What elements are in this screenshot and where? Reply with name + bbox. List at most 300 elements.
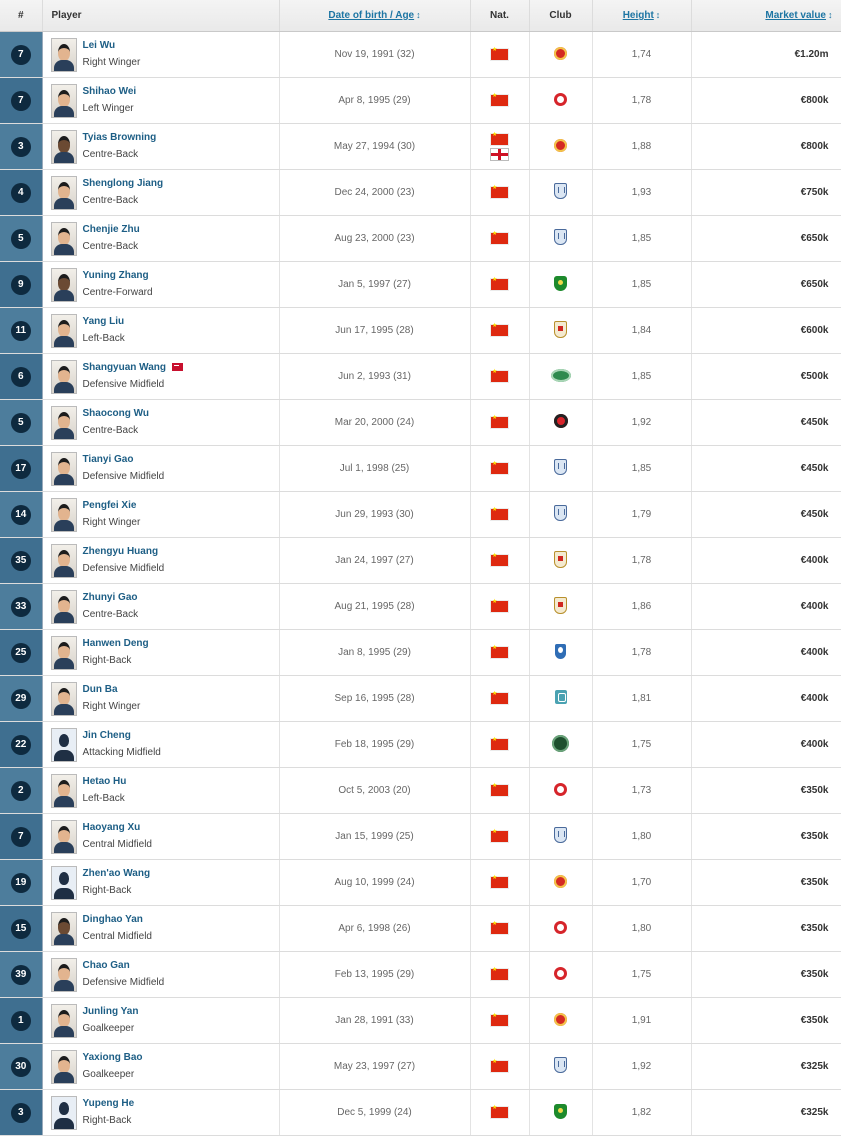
- shirt-number: 5: [11, 413, 31, 433]
- player-name-link[interactable]: Pengfei Xie: [82, 500, 137, 511]
- club-crest-icon[interactable]: [554, 183, 567, 199]
- market-value-cell[interactable]: €400k: [691, 584, 841, 630]
- shirt-number-cell: [0, 998, 42, 1044]
- table-row: [0, 676, 841, 722]
- club-crest-icon[interactable]: [554, 1057, 567, 1073]
- height-sort-link[interactable]: Height: [622, 10, 654, 21]
- sort-icon: ↕: [828, 10, 833, 20]
- player-photo[interactable]: [51, 314, 77, 348]
- player-position: Left-Back: [82, 333, 125, 344]
- sort-icon: ↕: [416, 10, 421, 20]
- shirt-number: 33: [11, 597, 31, 617]
- player-name-link[interactable]: Hetao Hu: [82, 776, 127, 787]
- shirt-number: 2: [11, 781, 31, 801]
- shirt-number-cell: [0, 952, 42, 998]
- market-value-sort-link[interactable]: Market value: [765, 10, 826, 21]
- china-flag-icon: [491, 739, 508, 750]
- china-flag-icon: [491, 233, 508, 244]
- club-cell: [529, 170, 592, 216]
- market-value-cell[interactable]: €500k: [691, 354, 841, 400]
- date-of-birth-cell: Jul 1, 1998 (25): [279, 446, 470, 492]
- china-flag-icon: [491, 95, 508, 106]
- table-row: [0, 492, 841, 538]
- nationality-cell: [470, 538, 529, 584]
- player-name-link[interactable]: Chao Gan: [82, 960, 130, 971]
- market-value-cell[interactable]: €350k: [691, 952, 841, 998]
- shirt-number: 5: [11, 229, 31, 249]
- china-flag-icon: [491, 877, 508, 888]
- date-of-birth-cell: Dec 5, 1999 (24): [279, 1090, 470, 1136]
- height-cell: 1,86: [592, 584, 691, 630]
- nationality-cell: [470, 1044, 529, 1090]
- height-cell: 1,82: [592, 1090, 691, 1136]
- player-name-link[interactable]: Shihao Wei: [82, 86, 137, 97]
- player-photo[interactable]: [51, 268, 77, 302]
- player-cell: [42, 262, 279, 308]
- player-photo[interactable]: [51, 406, 77, 440]
- date-of-birth-cell: Dec 24, 2000 (23): [279, 170, 470, 216]
- club-crest-icon[interactable]: [554, 597, 567, 614]
- club-cell: [529, 998, 592, 1044]
- date-of-birth-cell: Apr 8, 1995 (29): [279, 78, 470, 124]
- nationality-cell: [470, 584, 529, 630]
- player-cell: [42, 998, 279, 1044]
- china-flag-icon: [491, 1061, 508, 1072]
- market-value-cell[interactable]: €450k: [691, 492, 841, 538]
- date-of-birth-cell: Aug 21, 1995 (28): [279, 584, 470, 630]
- club-cell: [529, 584, 592, 630]
- england-flag-icon: [491, 149, 508, 160]
- market-value-cell[interactable]: €800k: [691, 78, 841, 124]
- shirt-number: 30: [11, 1057, 31, 1077]
- player-photo[interactable]: [51, 38, 77, 72]
- player-photo[interactable]: [51, 1050, 77, 1084]
- table-row: [0, 216, 841, 262]
- club-cell: [529, 446, 592, 492]
- player-photo[interactable]: [51, 130, 77, 164]
- height-cell: 1,92: [592, 1044, 691, 1090]
- china-flag-icon: [491, 647, 508, 658]
- club-crest-icon[interactable]: [554, 783, 567, 796]
- height-cell: 1,79: [592, 492, 691, 538]
- player-cell: [42, 170, 279, 216]
- club-crest-icon[interactable]: [554, 551, 567, 568]
- player-name-link[interactable]: Yaxiong Bao: [82, 1052, 143, 1063]
- nationality-cell: [470, 124, 529, 170]
- nationality-cell: [470, 630, 529, 676]
- date-of-birth-cell: May 23, 1997 (27): [279, 1044, 470, 1090]
- shirt-number-cell: [0, 722, 42, 768]
- club-cell: [529, 492, 592, 538]
- table-row: [0, 1044, 841, 1090]
- club-crest-icon[interactable]: [554, 827, 567, 843]
- date-of-birth-cell: Jun 17, 1995 (28): [279, 308, 470, 354]
- table-row: [0, 170, 841, 216]
- player-cell: [42, 952, 279, 998]
- shirt-number-cell: [0, 308, 42, 354]
- club-cell: [529, 124, 592, 170]
- shirt-number: 29: [11, 689, 31, 709]
- market-value-cell[interactable]: €1.20m: [691, 32, 841, 78]
- player-name-link[interactable]: Zhunyi Gao: [82, 592, 138, 603]
- shirt-number: 15: [11, 919, 31, 939]
- nationality-cell: [470, 32, 529, 78]
- date-of-birth-cell: Apr 6, 1998 (26): [279, 906, 470, 952]
- shirt-number: 9: [11, 275, 31, 295]
- table-row: [0, 78, 841, 124]
- player-photo[interactable]: [51, 728, 77, 762]
- player-position: Defensive Midfield: [82, 563, 165, 574]
- shirt-number-cell: [0, 446, 42, 492]
- player-position: Centre-Back: [82, 149, 139, 160]
- player-name-link[interactable]: Jin Cheng: [82, 730, 131, 741]
- club-cell: [529, 538, 592, 584]
- nationality-cell: [470, 446, 529, 492]
- player-position: Central Midfield: [82, 839, 152, 850]
- column-header-dob[interactable]: [279, 0, 470, 32]
- china-flag-icon: [491, 923, 508, 934]
- date-of-birth-cell: Feb 13, 1995 (29): [279, 952, 470, 998]
- shirt-number-cell: [0, 400, 42, 446]
- player-cell: [42, 78, 279, 124]
- shirt-number-cell: [0, 78, 42, 124]
- market-value-cell[interactable]: €400k: [691, 538, 841, 584]
- shirt-number-cell: [0, 584, 42, 630]
- table-row: [0, 722, 841, 768]
- shirt-number-cell: [0, 1044, 42, 1090]
- table-row: [0, 400, 841, 446]
- player-photo[interactable]: [51, 360, 77, 394]
- china-flag-icon: [491, 49, 508, 60]
- player-position: Defensive Midfield: [82, 977, 165, 988]
- player-name-link[interactable]: Yuning Zhang: [82, 270, 149, 281]
- shirt-number-cell: [0, 262, 42, 308]
- height-cell: 1,78: [592, 630, 691, 676]
- player-name-link[interactable]: Chenjie Zhu: [82, 224, 140, 235]
- player-photo[interactable]: [51, 820, 77, 854]
- player-position: Defensive Midfield: [82, 471, 165, 482]
- player-photo[interactable]: [51, 452, 77, 486]
- player-position: Attacking Midfield: [82, 747, 161, 758]
- date-of-birth-cell: Aug 23, 2000 (23): [279, 216, 470, 262]
- china-flag-icon: [491, 134, 508, 145]
- shirt-number: 7: [11, 827, 31, 847]
- column-header-height[interactable]: [592, 0, 691, 32]
- table-header-row: [0, 0, 841, 32]
- nationality-cell: [470, 216, 529, 262]
- date-of-birth-cell: Feb 18, 1995 (29): [279, 722, 470, 768]
- date-of-birth-cell: Jan 5, 1997 (27): [279, 262, 470, 308]
- player-position: Goalkeeper: [82, 1069, 135, 1080]
- player-name-link[interactable]: Dinghao Yan: [82, 914, 143, 925]
- club-crest-icon[interactable]: [555, 690, 567, 704]
- club-cell: [529, 308, 592, 354]
- player-name-link[interactable]: Shangyuan Wang: [82, 362, 167, 373]
- player-position: Centre-Back: [82, 425, 139, 436]
- nationality-cell: [470, 814, 529, 860]
- club-cell: [529, 262, 592, 308]
- height-cell: 1,75: [592, 722, 691, 768]
- club-crest-icon[interactable]: [554, 139, 567, 152]
- player-position: Centre-Back: [82, 195, 139, 206]
- player-photo[interactable]: [51, 866, 77, 900]
- china-flag-icon: [491, 371, 508, 382]
- player-name-link[interactable]: Yupeng He: [82, 1098, 135, 1109]
- club-cell: [529, 354, 592, 400]
- shirt-number: 11: [11, 321, 31, 341]
- player-position: Central Midfield: [82, 931, 152, 942]
- player-position: Left Winger: [82, 103, 134, 114]
- player-photo[interactable]: [51, 636, 77, 670]
- china-flag-icon: [491, 417, 508, 428]
- market-value-cell[interactable]: €650k: [691, 216, 841, 262]
- height-cell: 1,85: [592, 446, 691, 492]
- club-cell: [529, 1044, 592, 1090]
- height-cell: 1,78: [592, 78, 691, 124]
- table-row: [0, 446, 841, 492]
- player-photo[interactable]: [51, 682, 77, 716]
- club-crest-icon[interactable]: [554, 875, 567, 888]
- club-crest-icon[interactable]: [554, 47, 567, 60]
- market-value-cell[interactable]: €450k: [691, 446, 841, 492]
- china-flag-icon: [491, 831, 508, 842]
- club-cell: [529, 676, 592, 722]
- nationality-cell: [470, 170, 529, 216]
- nationality-cell: [470, 676, 529, 722]
- date-of-birth-cell: Jun 2, 1993 (31): [279, 354, 470, 400]
- market-value-cell[interactable]: €350k: [691, 906, 841, 952]
- china-flag-icon: [491, 187, 508, 198]
- height-cell: 1,88: [592, 124, 691, 170]
- player-cell: [42, 768, 279, 814]
- date-of-birth-cell: Sep 16, 1995 (28): [279, 676, 470, 722]
- player-name-link[interactable]: Tyias Browning: [82, 132, 157, 143]
- player-photo[interactable]: [51, 912, 77, 946]
- shirt-number: 14: [11, 505, 31, 525]
- shirt-number: 3: [11, 1103, 31, 1123]
- club-crest-icon[interactable]: [554, 414, 568, 428]
- club-crest-icon[interactable]: [554, 93, 567, 106]
- height-cell: 1,93: [592, 170, 691, 216]
- player-photo[interactable]: [51, 1004, 77, 1038]
- shirt-number-cell: [0, 860, 42, 906]
- player-name-link[interactable]: Shaocong Wu: [82, 408, 149, 419]
- date-of-birth-cell: Jan 15, 1999 (25): [279, 814, 470, 860]
- shirt-number: 39: [11, 965, 31, 985]
- column-header-player: Player: [42, 0, 279, 32]
- table-row: [0, 630, 841, 676]
- club-cell: [529, 814, 592, 860]
- table-row: [0, 124, 841, 170]
- player-cell: [42, 492, 279, 538]
- height-cell: 1,85: [592, 354, 691, 400]
- nationality-cell: [470, 952, 529, 998]
- player-name-link[interactable]: Zhen'ao Wang: [82, 868, 151, 879]
- club-cell: [529, 400, 592, 446]
- china-flag-icon: [491, 555, 508, 566]
- player-name-link[interactable]: Dun Ba: [82, 684, 118, 695]
- player-position: Left-Back: [82, 793, 125, 804]
- player-position: Defensive Midfield: [82, 379, 165, 390]
- nationality-cell: [470, 78, 529, 124]
- player-name-link[interactable]: Hanwen Deng: [82, 638, 149, 649]
- table-row: [0, 538, 841, 584]
- player-cell: [42, 1044, 279, 1090]
- nationality-cell: [470, 998, 529, 1044]
- date-of-birth-cell: Jan 8, 1995 (29): [279, 630, 470, 676]
- player-photo[interactable]: [51, 498, 77, 532]
- club-crest-icon[interactable]: [554, 1104, 567, 1119]
- shirt-number-cell: [0, 676, 42, 722]
- market-value-cell[interactable]: €800k: [691, 124, 841, 170]
- date-of-birth-cell: Aug 10, 1999 (24): [279, 860, 470, 906]
- height-cell: 1,70: [592, 860, 691, 906]
- market-value-cell[interactable]: €350k: [691, 998, 841, 1044]
- nationality-cell: [470, 400, 529, 446]
- player-position: Right Winger: [82, 517, 141, 528]
- market-value-cell[interactable]: €400k: [691, 630, 841, 676]
- height-cell: 1,91: [592, 998, 691, 1044]
- market-value-cell[interactable]: €325k: [691, 1044, 841, 1090]
- china-flag-icon: [491, 509, 508, 520]
- height-cell: 1,81: [592, 676, 691, 722]
- market-value-cell[interactable]: €650k: [691, 262, 841, 308]
- club-cell: [529, 722, 592, 768]
- player-position: Centre-Forward: [82, 287, 153, 298]
- table-row: [0, 952, 841, 998]
- column-header-market-value[interactable]: [691, 0, 841, 32]
- player-cell: [42, 124, 279, 170]
- shirt-number-cell: [0, 538, 42, 584]
- market-value-cell[interactable]: €350k: [691, 814, 841, 860]
- club-crest-icon[interactable]: [551, 369, 571, 382]
- club-crest-icon[interactable]: [554, 276, 567, 291]
- market-value-cell[interactable]: €350k: [691, 860, 841, 906]
- club-crest-icon[interactable]: [554, 459, 567, 475]
- player-position: Right-Back: [82, 1115, 132, 1126]
- player-name-link[interactable]: Zhengyu Huang: [82, 546, 159, 557]
- shirt-number-cell: [0, 216, 42, 262]
- date-of-birth-cell: Nov 19, 1991 (32): [279, 32, 470, 78]
- player-photo[interactable]: [51, 1096, 77, 1130]
- nationality-cell: [470, 906, 529, 952]
- nationality-cell: [470, 262, 529, 308]
- market-value-cell[interactable]: €400k: [691, 722, 841, 768]
- market-value-cell[interactable]: €600k: [691, 308, 841, 354]
- height-cell: 1,73: [592, 768, 691, 814]
- shirt-number: 4: [11, 183, 31, 203]
- shirt-number: 1: [11, 1011, 31, 1031]
- shirt-number: 6: [11, 367, 31, 387]
- nationality-cell: [470, 860, 529, 906]
- height-cell: 1,92: [592, 400, 691, 446]
- china-flag-icon: [491, 693, 508, 704]
- player-position: Right Winger: [82, 57, 141, 68]
- player-cell: [42, 216, 279, 262]
- player-photo[interactable]: [51, 590, 77, 624]
- player-cell: [42, 722, 279, 768]
- player-cell: [42, 538, 279, 584]
- nationality-cell: [470, 492, 529, 538]
- player-name-link[interactable]: Lei Wu: [82, 40, 116, 51]
- sort-icon: ↕: [655, 10, 661, 20]
- date-of-birth-cell: May 27, 1994 (30): [279, 124, 470, 170]
- player-cell: [42, 446, 279, 492]
- club-cell: [529, 32, 592, 78]
- player-photo[interactable]: [51, 774, 77, 808]
- height-cell: 1,78: [592, 538, 691, 584]
- market-value-cell[interactable]: €350k: [691, 768, 841, 814]
- player-photo[interactable]: [51, 84, 77, 118]
- market-value-cell[interactable]: €325k: [691, 1090, 841, 1136]
- player-photo[interactable]: [51, 544, 77, 578]
- player-cell: [42, 676, 279, 722]
- china-flag-icon: [491, 325, 508, 336]
- market-value-cell[interactable]: €400k: [691, 676, 841, 722]
- date-of-birth-cell: Jun 29, 1993 (30): [279, 492, 470, 538]
- shirt-number: 35: [11, 551, 31, 571]
- column-header-club: Club: [529, 0, 592, 32]
- table-row: [0, 768, 841, 814]
- player-position: Right-Back: [82, 885, 132, 896]
- club-crest-icon[interactable]: [554, 505, 567, 521]
- player-name-link[interactable]: Shenglong Jiang: [82, 178, 164, 189]
- player-cell: [42, 906, 279, 952]
- china-flag-icon: [491, 279, 508, 290]
- height-cell: 1,80: [592, 814, 691, 860]
- dob-sort-link[interactable]: Date of birth / Age: [328, 10, 415, 21]
- club-crest-icon[interactable]: [554, 229, 567, 245]
- club-crest-icon[interactable]: [554, 921, 567, 934]
- player-cell: [42, 308, 279, 354]
- market-value-cell[interactable]: €450k: [691, 400, 841, 446]
- player-cell: [42, 32, 279, 78]
- player-name-link[interactable]: Haoyang Xu: [82, 822, 141, 833]
- player-position: Centre-Back: [82, 609, 139, 620]
- club-cell: [529, 78, 592, 124]
- club-crest-icon[interactable]: [552, 735, 569, 752]
- player-photo[interactable]: [51, 222, 77, 256]
- date-of-birth-cell: Jan 24, 1997 (27): [279, 538, 470, 584]
- shirt-number: 25: [11, 643, 31, 663]
- player-position: Goalkeeper: [82, 1023, 135, 1034]
- player-photo[interactable]: [51, 958, 77, 992]
- date-of-birth-cell: Oct 5, 2003 (20): [279, 768, 470, 814]
- column-header-nationality: Nat.: [470, 0, 529, 32]
- shirt-number-cell: [0, 124, 42, 170]
- club-crest-icon[interactable]: [554, 967, 567, 980]
- player-position: Right Winger: [82, 701, 141, 712]
- club-cell: [529, 952, 592, 998]
- club-crest-icon[interactable]: [555, 644, 566, 659]
- market-value-cell[interactable]: €750k: [691, 170, 841, 216]
- nationality-cell: [470, 722, 529, 768]
- club-crest-icon[interactable]: [554, 321, 567, 338]
- nationality-cell: [470, 308, 529, 354]
- player-cell: [42, 814, 279, 860]
- club-cell: [529, 860, 592, 906]
- club-crest-icon[interactable]: [554, 1013, 567, 1026]
- player-name-link[interactable]: Junling Yan: [82, 1006, 139, 1017]
- player-name-link[interactable]: Tianyi Gao: [82, 454, 134, 465]
- height-cell: 1,80: [592, 906, 691, 952]
- player-photo[interactable]: [51, 176, 77, 210]
- small-flag-icon: [172, 363, 183, 371]
- shirt-number: 7: [11, 91, 31, 111]
- shirt-number-cell: [0, 170, 42, 216]
- height-cell: 1,75: [592, 952, 691, 998]
- player-name-link[interactable]: Yang Liu: [82, 316, 125, 327]
